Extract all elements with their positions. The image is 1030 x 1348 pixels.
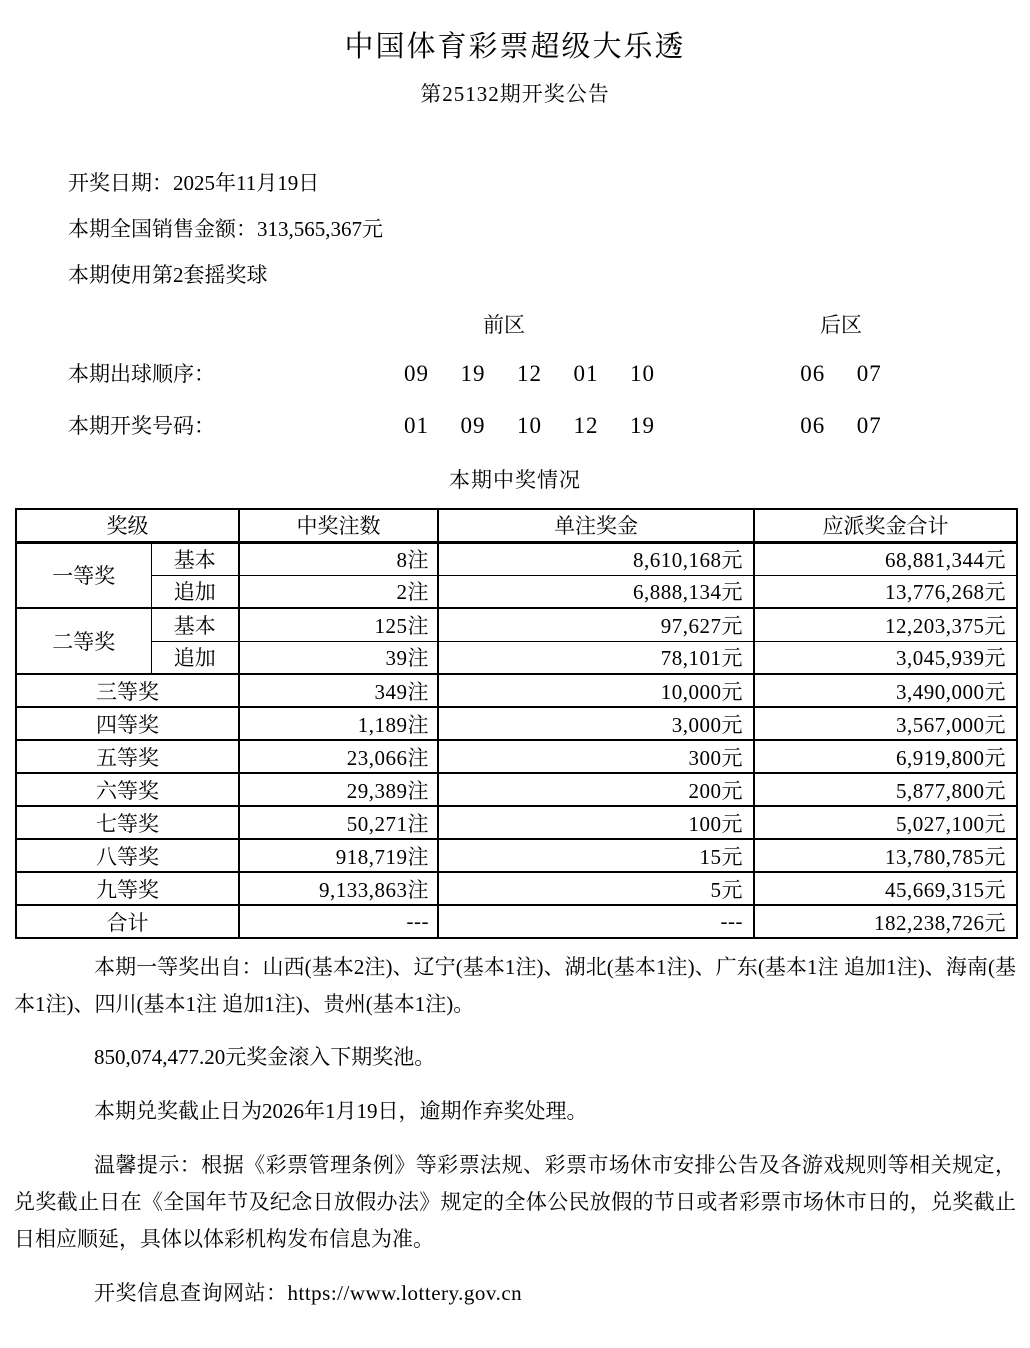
draw-info-block (68, 160, 1016, 298)
cell-tier: 七等奖 (16, 806, 239, 839)
cell-prize: 8,610,168元 (438, 542, 754, 575)
cell-prize: 6,888,134元 (438, 575, 754, 608)
table-total-row (16, 905, 1017, 938)
table-row (16, 608, 1017, 641)
sales-amount: 本期全国销售金额：313,565,367元 (68, 217, 383, 241)
cell-tier: 九等奖 (16, 872, 239, 905)
prize-table (15, 508, 1018, 939)
cell-count: 39注 (239, 641, 438, 674)
cell-sub: 基本 (151, 608, 239, 641)
header-count: 中奖注数 (239, 509, 438, 542)
cell-tier: 三等奖 (16, 674, 239, 707)
ball-set: 本期使用第2套摇奖球 (68, 263, 268, 287)
cell-count: 2注 (239, 575, 438, 608)
cell-prize: 10,000元 (438, 674, 754, 707)
cell-prize: 3,000元 (438, 707, 754, 740)
cell-count: 9,133,863注 (239, 872, 438, 905)
prize-table-title: 本期中奖情况 (449, 468, 581, 492)
cell-count: 1,189注 (239, 707, 438, 740)
cell-count: 29,389注 (239, 773, 438, 806)
header-tier: 奖级 (16, 509, 239, 542)
cell-prize: 97,627元 (438, 608, 754, 641)
front-zone-label: 前区 (483, 313, 525, 337)
cell-sub: 基本 (151, 542, 239, 575)
zone-header-row (14, 302, 1016, 348)
header-prize: 单注奖金 (438, 509, 754, 542)
cell-total: 6,919,800元 (754, 740, 1017, 773)
table-row (16, 773, 1017, 806)
table-header-row (16, 509, 1017, 542)
cell-count: 8注 (239, 542, 438, 575)
cell-count: 918,719注 (239, 839, 438, 872)
cell-total: 45,669,315元 (754, 872, 1017, 905)
cell-count: 50,271注 (239, 806, 438, 839)
table-row (16, 806, 1017, 839)
cell-count: 125注 (239, 608, 438, 641)
winning-front-numbers: 01 09 10 12 19 (404, 413, 655, 438)
cell-prize: 5元 (438, 872, 754, 905)
cell-total: 68,881,344元 (754, 542, 1017, 575)
deadline-paragraph: 本期兑奖截止日为2026年1月19日，逾期作弃奖处理。 (94, 1099, 588, 1123)
cell-total: 5,027,100元 (754, 806, 1017, 839)
cell-tier: 一等奖 (16, 542, 151, 608)
cell-sub: 追加 (151, 641, 239, 674)
cell-sub: 追加 (151, 575, 239, 608)
cell-prize: 300元 (438, 740, 754, 773)
page-title: 中国体育彩票超级大乐透 (344, 31, 686, 63)
cell-tier: 合计 (16, 905, 239, 938)
cell-tier: 五等奖 (16, 740, 239, 773)
cell-tier: 八等奖 (16, 839, 239, 872)
table-row (16, 542, 1017, 575)
cell-total: 3,045,939元 (754, 641, 1017, 674)
winning-numbers-label: 本期开奖号码： (68, 414, 215, 438)
table-row (16, 641, 1017, 674)
table-row (16, 740, 1017, 773)
draw-date: 开奖日期：2025年11月19日 (68, 171, 320, 195)
cell-count: 349注 (239, 674, 438, 707)
draw-order-back-numbers: 06 07 (800, 361, 882, 386)
cell-total: 3,567,000元 (754, 707, 1017, 740)
website-paragraph: 开奖信息查询网站：https://www.lottery.gov.cn (94, 1281, 523, 1305)
table-row (16, 872, 1017, 905)
cell-prize: 100元 (438, 806, 754, 839)
cell-tier: 二等奖 (16, 608, 151, 674)
draw-order-label: 本期出球顺序： (68, 362, 215, 386)
notice-paragraph: 温馨提示：根据《彩票管理条例》等彩票法规、彩票市场休市安排公告及各游戏规则等相关规定，兑奖截止日在《全国年节及纪念日放假办法》规定的全体公民放假的节日或者彩票市场休市日的，兑奖截止日相应顺延，具体以体彩机构发布信息为准。 (14, 1153, 1016, 1251)
cell-tier: 四等奖 (16, 707, 239, 740)
rollover-paragraph: 850,074,477.20元奖金滚入下期奖池。 (94, 1045, 436, 1069)
table-row (16, 674, 1017, 707)
first-prize-winners-paragraph: 本期一等奖出自：山西(基本2注)、辽宁(基本1注)、湖北(基本1注)、广东(基本1注 追加1注)、海南(基本1注)、四川(基本1注 追加1注)、贵州(基本1注)。 (14, 955, 1016, 1016)
cell-prize: 200元 (438, 773, 754, 806)
draw-order-row (14, 348, 1016, 400)
back-zone-label: 后区 (820, 313, 862, 337)
cell-total: 3,490,000元 (754, 674, 1017, 707)
table-row (16, 839, 1017, 872)
cell-tier: 六等奖 (16, 773, 239, 806)
cell-prize: --- (438, 905, 754, 938)
cell-count: --- (239, 905, 438, 938)
header-total: 应派奖金合计 (754, 509, 1017, 542)
cell-prize: 78,101元 (438, 641, 754, 674)
cell-prize: 15元 (438, 839, 754, 872)
cell-count: 23,066注 (239, 740, 438, 773)
cell-total: 5,877,800元 (754, 773, 1017, 806)
cell-total: 13,776,268元 (754, 575, 1017, 608)
cell-total: 12,203,375元 (754, 608, 1017, 641)
cell-total: 13,780,785元 (754, 839, 1017, 872)
winning-back-numbers: 06 07 (800, 413, 882, 438)
table-row (16, 707, 1017, 740)
page-subtitle: 第25132期开奖公告 (420, 82, 610, 106)
draw-order-front-numbers: 09 19 12 01 10 (404, 361, 655, 386)
cell-total: 182,238,726元 (754, 905, 1017, 938)
winning-numbers-row (14, 400, 1016, 452)
table-row (16, 575, 1017, 608)
